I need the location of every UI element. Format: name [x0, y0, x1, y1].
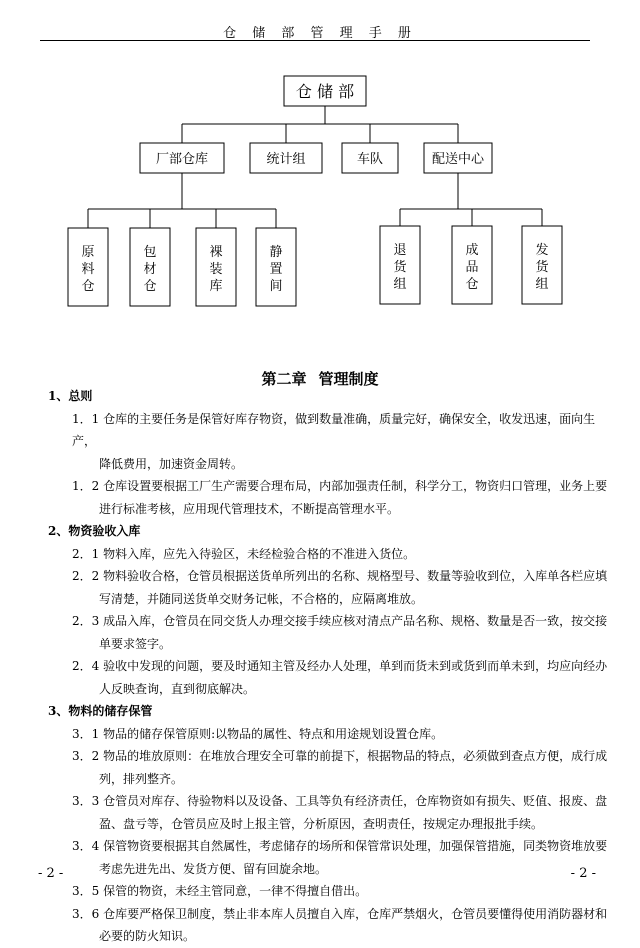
clause-continuation: 必要的防火知识。 — [99, 929, 196, 943]
clause-number: 3．2 — [72, 749, 100, 763]
clause-number: 3．5 — [72, 884, 100, 898]
clause-text: 仓库要严格保卫制度，禁止非本库人员擅自入库，仓库严禁烟火，仓管员要懂得使用消防器材和 — [103, 906, 608, 921]
clause-continuation: 写清楚，并随同送货单交财务记帐，不合格的，应隔离堆放。 — [99, 591, 424, 606]
section-title: 3、物料的储存保管 — [48, 704, 153, 718]
org-vchar: 组 — [393, 277, 407, 292]
clause-continuation: 降低费用，加速资金周转。 — [99, 456, 244, 471]
org-vchar: 料 — [81, 262, 95, 277]
clause-text: 物品的储存保管原则:以物品的属性、特点和用途规划设置仓库。 — [103, 726, 444, 741]
org-vchar: 装 — [209, 262, 223, 277]
clause — [48, 880, 608, 903]
page-number-right: - 2 - — [570, 866, 596, 881]
clause-continuation: 列，排列整齐。 — [99, 771, 184, 786]
document-body — [48, 385, 608, 948]
clause-text: 成品入库，仓管员在同交货人办理交接手续应核对清点产品名称、规格、数量是否一致，按交接 — [103, 614, 608, 628]
clause-continuation: 单要求签字。 — [99, 636, 172, 651]
clause-text: 验收中发现的问题，要及时通知主管及经办人处理，单到而货未到或货到而单未到，均应向经办 — [103, 659, 608, 673]
clause — [48, 565, 608, 610]
clause — [48, 790, 608, 835]
clause-number: 3．1 — [72, 726, 100, 741]
clause-continuation: 人反映查询，直到彻底解决。 — [99, 681, 256, 696]
clause — [48, 475, 608, 520]
clause — [48, 723, 608, 746]
clause-text: 仓管员对库存、待验物料以及设备、工具等负有经济责任，仓库物资如有损失、贬值、报废、盘 — [103, 794, 608, 808]
clause-number: 2．4 — [72, 659, 100, 673]
clause-number: 3．3 — [72, 794, 100, 808]
clause-text: 保管的物资，未经主管同意，一律不得擅自借出。 — [103, 884, 368, 898]
clause-number: 3．6 — [72, 906, 100, 921]
org-vchar: 发 — [535, 243, 549, 258]
org-vchar: 置 — [269, 262, 283, 277]
clause-text: 物料入库，应先入待验区，未经检验合格的不准进入货位。 — [103, 546, 416, 561]
clause — [48, 543, 608, 566]
org-vchar: 库 — [209, 279, 223, 294]
org-vchar: 裸 — [209, 245, 223, 260]
org-level1-label: 车队 — [356, 152, 384, 167]
org-vchar: 原 — [81, 245, 95, 260]
org-vchar: 货 — [535, 260, 549, 275]
org-vchar: 组 — [535, 277, 549, 292]
clause — [48, 903, 608, 948]
org-vchar: 材 — [143, 262, 157, 277]
clause-number: 1．1 — [72, 411, 100, 426]
page-header-title: 仓 储 部 管 理 手 册 — [223, 26, 417, 41]
org-chart — [0, 0, 640, 340]
chapter-title: 管理制度 — [318, 370, 379, 388]
clause-text: 仓库的主要任务是保管好库存物资，做到数量准确，质量完好，确保安全，收发迅速，面向生产， — [72, 411, 596, 448]
section-title: 2、物资验收入库 — [48, 524, 141, 538]
section-title: 1、总则 — [48, 389, 93, 403]
clause-text: 物料验收合格，仓管员根据送货单所列出的名称、规格型号、数量等验收到位，入库单各栏应填 — [103, 569, 608, 583]
chapter-number: 第二章 — [261, 370, 307, 388]
org-vchar: 成 — [465, 243, 479, 258]
org-level1-label: 厂部仓库 — [155, 152, 209, 167]
org-vchar: 仓 — [81, 279, 95, 294]
org-vchar: 仓 — [465, 277, 479, 292]
org-level1-label: 统计组 — [266, 152, 306, 167]
org-vchar: 间 — [269, 279, 283, 294]
clause — [48, 745, 608, 790]
org-level1-label: 配送中心 — [431, 152, 485, 167]
clause-text: 保管物资要根据其自然属性，考虑储存的场所和保管常识处理，加强保管措施，同类物资堆放要 — [103, 839, 608, 853]
clause-text: 物品的堆放原则：在堆放合理安全可靠的前提下，根据物品的特点，必须做到查点方便，成行成 — [103, 749, 608, 763]
clause-continuation: 盈、盘亏等，仓管员应及时上报主管，分析原因，查明责任，按规定办理报批手续。 — [99, 816, 544, 831]
clause-continuation: 考虑先进先出、发货方便、留有回旋余地。 — [99, 861, 328, 876]
org-vchar: 仓 — [143, 279, 157, 294]
clause — [48, 655, 608, 700]
clause-number: 2．1 — [72, 546, 100, 561]
org-vchar: 静 — [269, 245, 283, 260]
clause-number: 2．2 — [72, 569, 100, 583]
clause — [48, 835, 608, 880]
clause — [48, 408, 608, 476]
org-vchar: 品 — [465, 260, 479, 275]
clause-number: 1．2 — [72, 479, 100, 493]
page-number-left: - 2 - — [38, 866, 64, 881]
org-root-label: 仓 储 部 — [295, 82, 355, 101]
clause-continuation: 进行标准考核，应用现代管理技术，不断提高管理水平。 — [99, 501, 400, 516]
clause-number: 2．3 — [72, 614, 100, 628]
clause-number: 3．4 — [72, 839, 100, 853]
org-vchar: 货 — [393, 260, 407, 275]
clause-text: 仓库设置要根据工厂生产需要合理布局，内部加强责任制，科学分工，物资归口管理，业务上要 — [103, 479, 608, 493]
org-vchar: 包 — [143, 245, 157, 260]
clause — [48, 610, 608, 655]
org-vchar: 退 — [393, 243, 407, 258]
